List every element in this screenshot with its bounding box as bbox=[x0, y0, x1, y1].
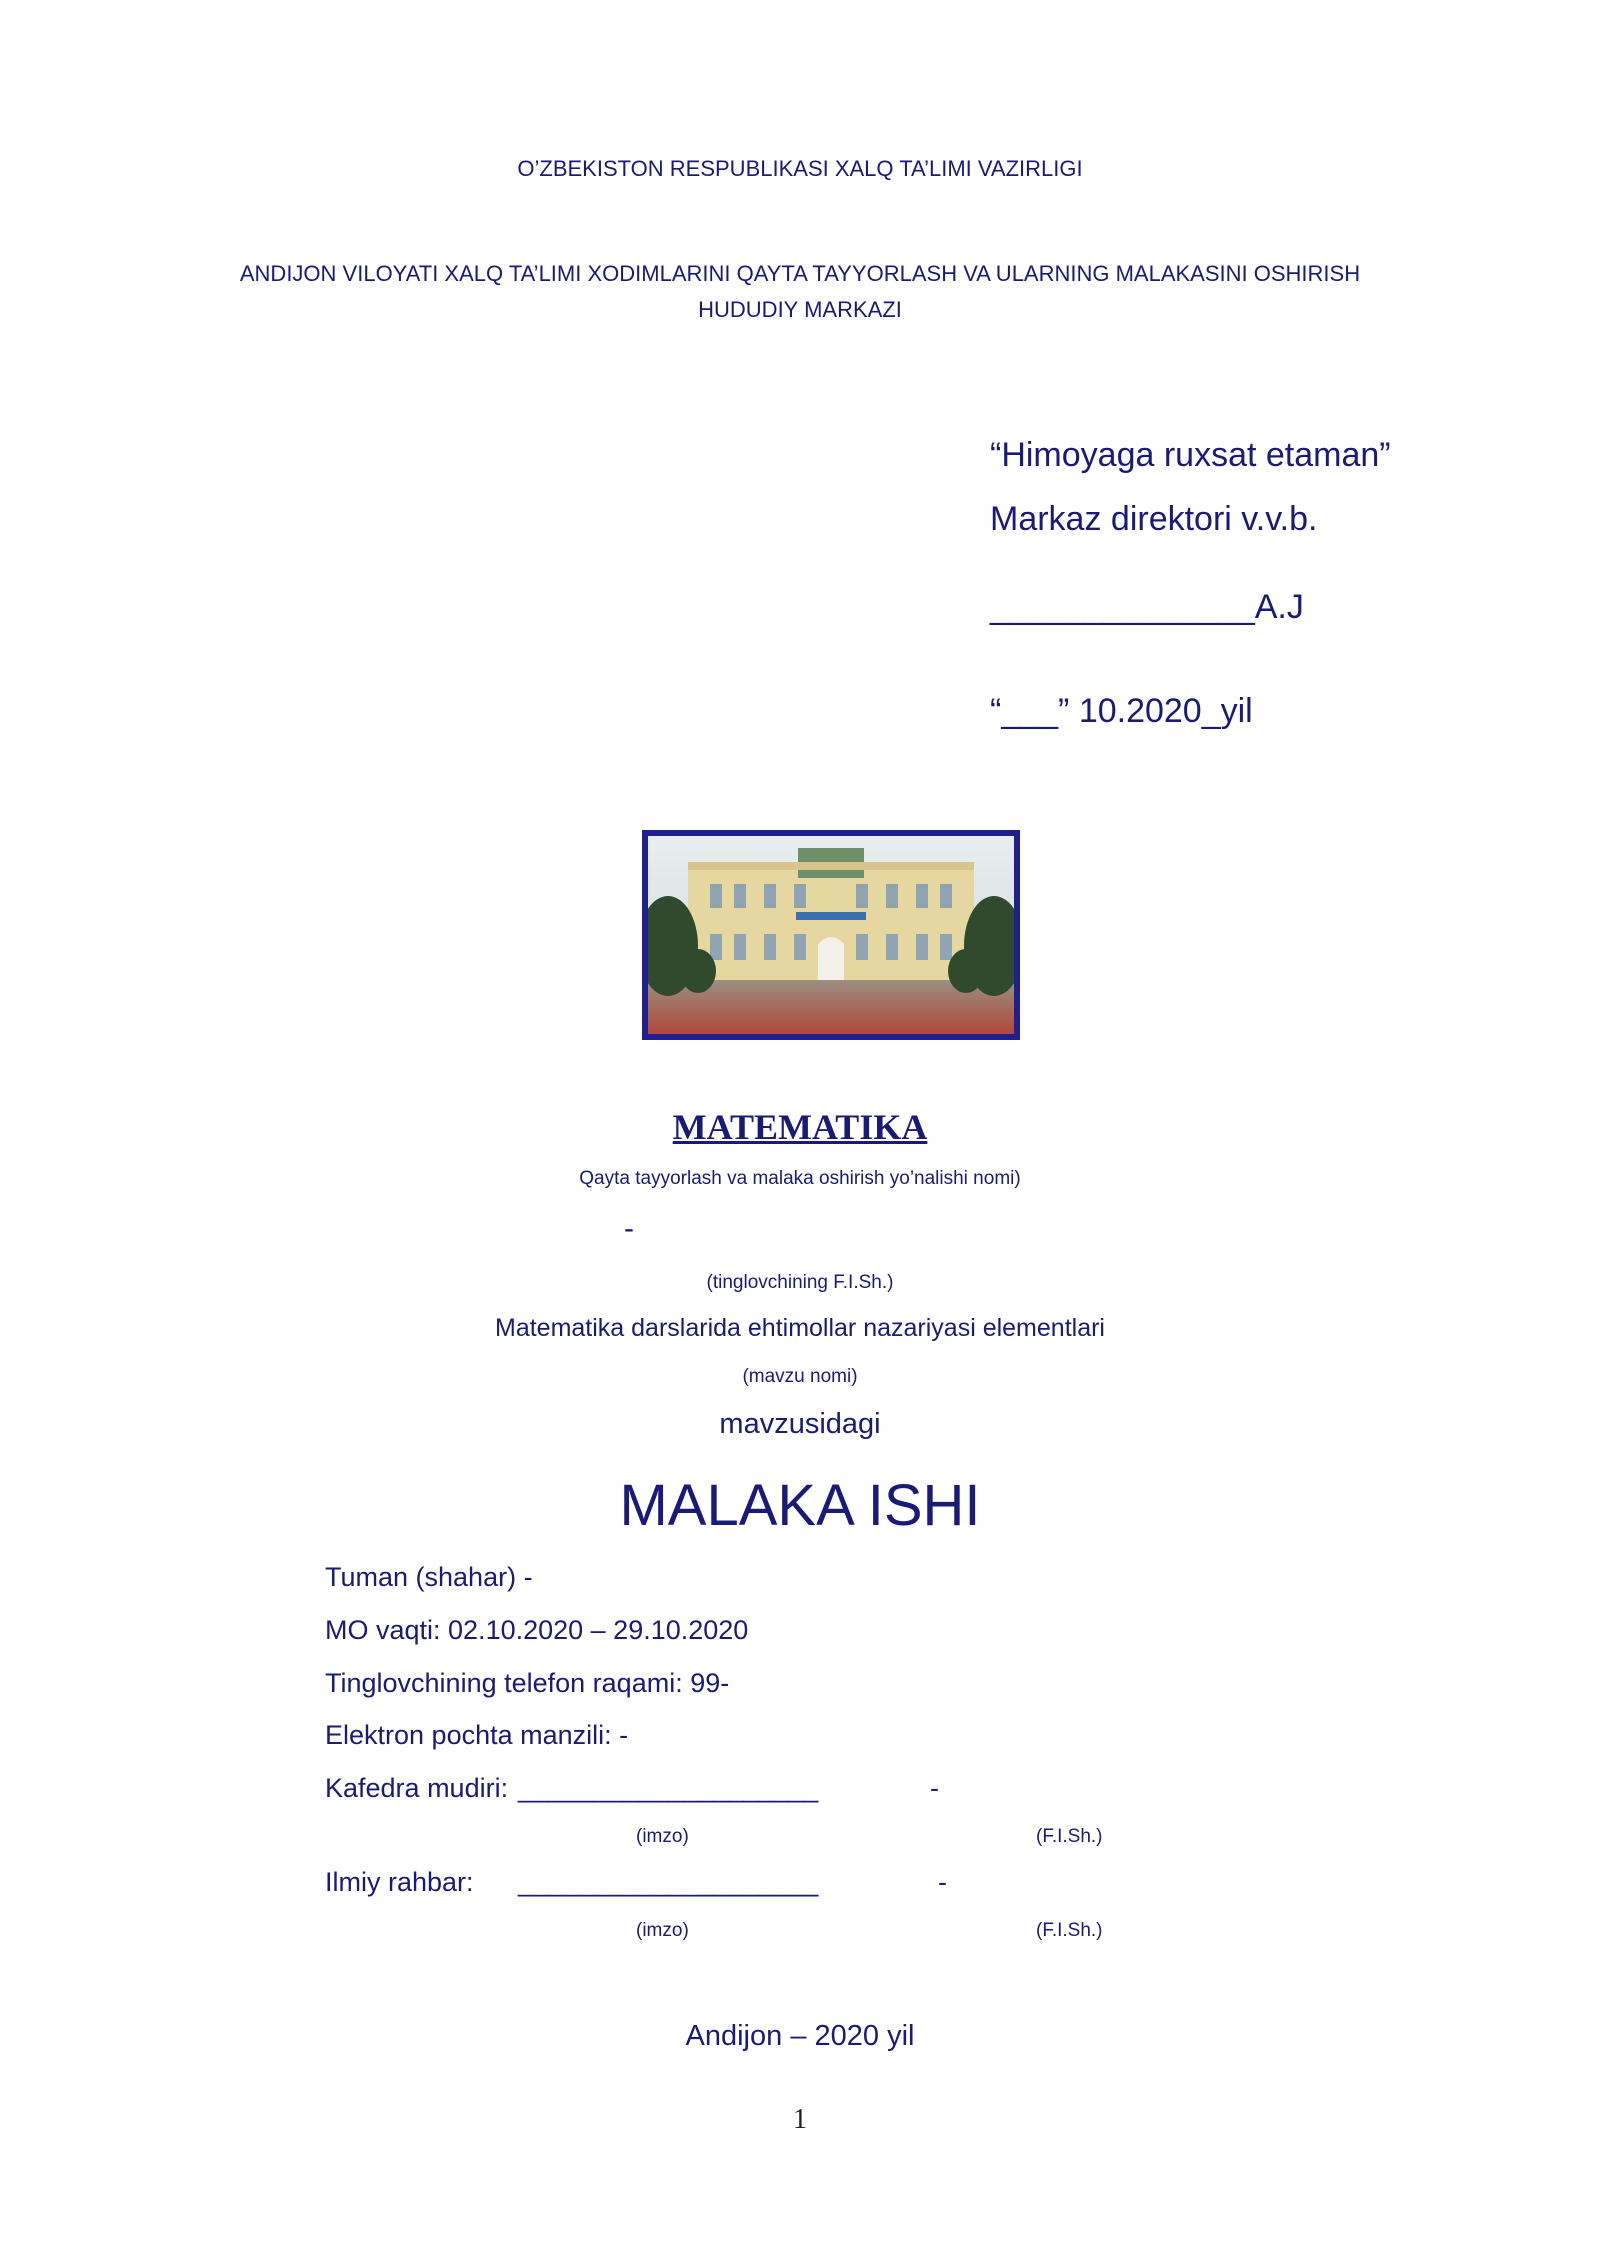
listener-name: - bbox=[624, 1212, 634, 1245]
approval-heading: “Himoyaga ruxsat etaman” bbox=[990, 436, 1391, 474]
advisor-label: Ilmiy rahbar: bbox=[325, 1867, 474, 1897]
topic-suffix: mavzusidagi bbox=[719, 1408, 881, 1440]
head-name-caption: (F.I.Sh.) bbox=[1036, 1826, 1103, 1847]
phone-field: Tinglovchining telefon raqami: 99- bbox=[325, 1668, 730, 1698]
footer-place-year: Andijon – 2020 yil bbox=[685, 2020, 915, 2052]
advisor-signature-line: ____________________ bbox=[518, 1867, 819, 1897]
center-name bbox=[0, 256, 1600, 328]
topic-caption: (mavzu nomi) bbox=[742, 1366, 858, 1387]
subject-title: MATEMATIKA bbox=[672, 1107, 928, 1147]
district-field: Tuman (shahar) - bbox=[325, 1562, 533, 1592]
ministry-title: O’ZBEKISTON RESPUBLIKASI XALQ TA’LIMI VAZIRLIGI bbox=[517, 156, 1083, 181]
approval-date: “___” 10.2020_yil bbox=[990, 692, 1253, 730]
direction-caption: Qayta tayyorlash va malaka oshirish yo’nalishi nomi) bbox=[579, 1168, 1021, 1189]
head-label: Kafedra mudiri: bbox=[325, 1773, 509, 1803]
period-field: MO vaqti: 02.10.2020 – 29.10.2020 bbox=[325, 1615, 749, 1645]
building-illustration bbox=[648, 836, 1014, 1034]
center-name-line1: ANDIJON VILOYATI XALQ TA’LIMI XODIMLARINI QAYTA TAYYORLASH VA ULARNING MALAKASINI OSHIRISH bbox=[239, 261, 1361, 286]
work-title: MALAKA ISHI bbox=[619, 1473, 981, 1538]
email-field: Elektron pochta manzili: - bbox=[325, 1720, 629, 1750]
advisor-name: - bbox=[938, 1867, 947, 1897]
center-name-line2: HUDUDIY MARKAZI bbox=[698, 297, 902, 322]
advisor-signature-caption: (imzo) bbox=[636, 1920, 689, 1941]
head-signature-caption: (imzo) bbox=[636, 1826, 689, 1847]
building-photo bbox=[642, 830, 1020, 1040]
topic-name: Matematika darslarida ehtimollar nazariyasi elementlari bbox=[495, 1314, 1105, 1342]
approval-signature: ______________A.J bbox=[990, 588, 1304, 626]
listener-caption: (tinglovchining F.I.Sh.) bbox=[706, 1272, 894, 1293]
approval-position: Markaz direktori v.v.b. bbox=[990, 500, 1318, 538]
advisor-name-caption: (F.I.Sh.) bbox=[1036, 1920, 1103, 1941]
page-number: 1 bbox=[793, 2104, 807, 2135]
head-name: - bbox=[930, 1773, 939, 1803]
head-signature-line: ____________________ bbox=[518, 1773, 819, 1803]
